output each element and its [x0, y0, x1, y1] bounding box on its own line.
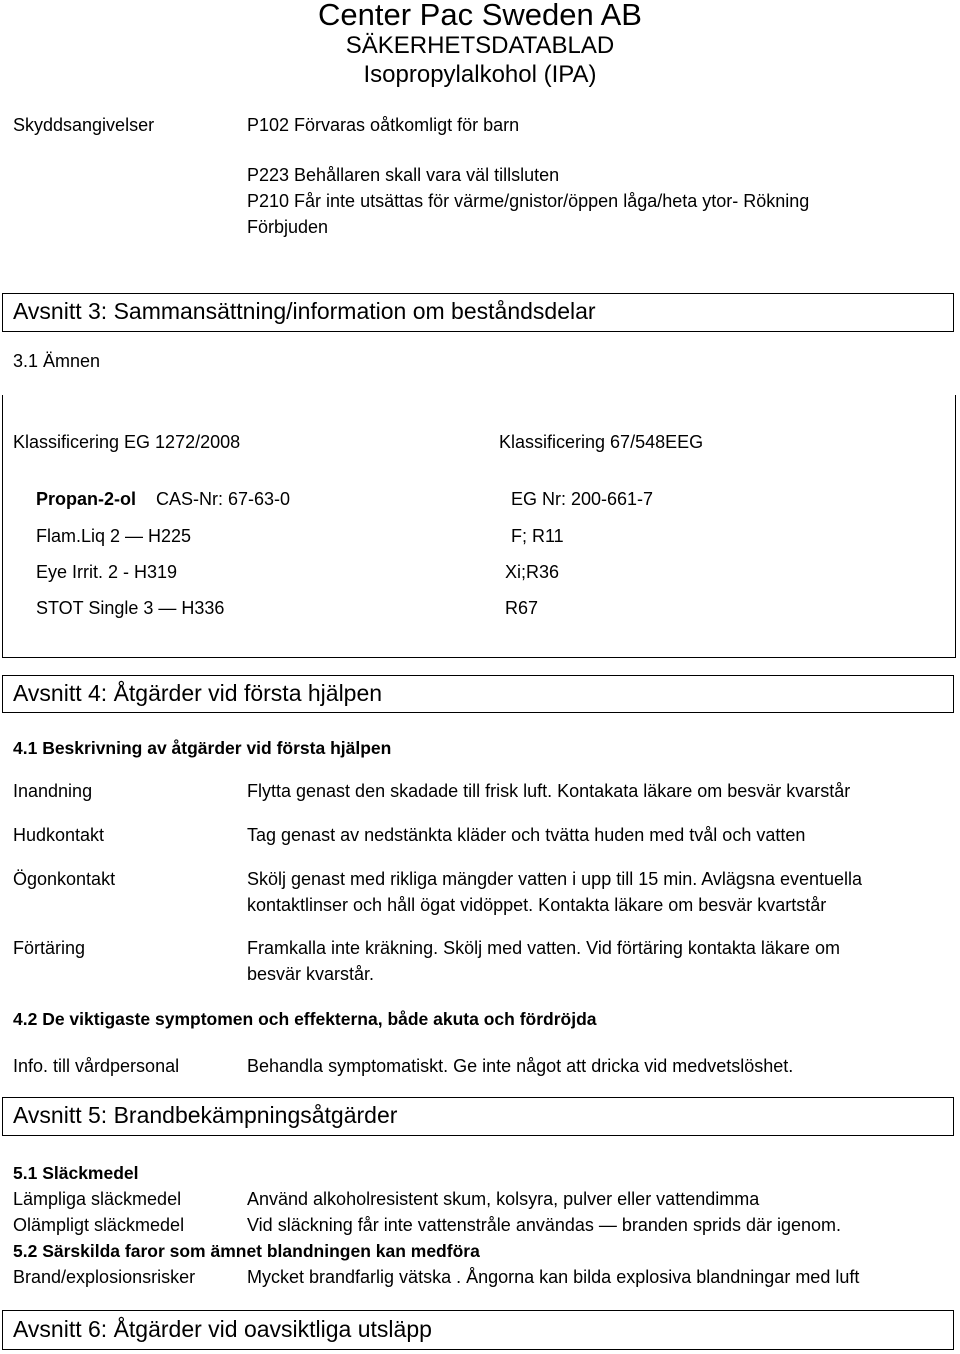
section5-sub1-title: 5.1 Släckmedel [13, 1163, 139, 1183]
unsuitable-media-label: Olämpligt släckmedel [13, 1215, 185, 1235]
section3-header [2, 293, 954, 332]
classification-left-header: Klassificering EG 1272/2008 [13, 432, 241, 452]
section3-title: Avsnitt 3: Sammansättning/information om beståndsdelar [13, 298, 596, 324]
company-name: Center Pac Sweden AB [318, 0, 642, 32]
ingestion-text-line1: Framkalla inte kräkning. Skölj med vatten. Vid förtäring kontakta läkare om [247, 938, 840, 958]
section4-title: Avsnitt 4: Åtgärder vid första hjälpen [13, 680, 383, 706]
precaution-p210-line1: P210 Får inte utsättas för värme/gnistor/öppen låga/heta ytor- Rökning [247, 191, 810, 211]
section3-sub-title: 3.1 Ämnen [13, 351, 101, 371]
precaution-p223: P223 Behållaren skall vara väl tillsluten [247, 165, 560, 185]
product-name: Isopropylalkohol (IPA) [363, 61, 597, 88]
info-medical-label: Info. till vårdpersonal [13, 1056, 180, 1076]
section6-title: Avsnitt 6: Åtgärder vid oavsiktliga utsläpp [13, 1316, 432, 1342]
section6-header [2, 1310, 954, 1350]
classification-row-right: F; R11 [511, 526, 564, 546]
info-medical-text: Behandla symptomatiskt. Ge inte något att dricka vid medvetslöshet. [247, 1056, 794, 1076]
section5-header [2, 1097, 954, 1136]
skin-contact-label: Hudkontakt [13, 825, 105, 845]
classification-row-left: STOT Single 3 — H336 [36, 598, 225, 618]
inhalation-text: Flytta genast den skadade till frisk luft. Kontakata läkare om besvär kvarstår [247, 781, 851, 801]
eye-contact-label: Ögonkontakt [13, 869, 116, 889]
eye-contact-text-line2: kontaktlinser och håll ögat vidöppet. Kontakta läkare om besvär kvartstår [247, 895, 827, 915]
ingestion-text-line2: besvär kvarstår. [247, 964, 375, 984]
classification-row-right: Xi;R36 [505, 562, 560, 582]
suitable-media-label: Lämpliga släckmedel [13, 1189, 182, 1209]
skin-contact-text: Tag genast av nedstänkta kläder och tvätta huden med tvål och vatten [247, 825, 806, 845]
cas-number: CAS-Nr: 67-63-0 [156, 489, 291, 509]
precautions-label: Skyddsangivelser [13, 115, 155, 135]
ingestion-label: Förtäring [13, 938, 86, 958]
section4-sub1-title: 4.1 Beskrivning av åtgärder vid första hjälpen [13, 738, 392, 758]
classification-row-left: Flam.Liq 2 — H225 [36, 526, 192, 546]
section5-title: Avsnitt 5: Brandbekämpningsåtgärder [13, 1102, 398, 1128]
fire-hazard-label: Brand/explosionsrisker [13, 1267, 196, 1287]
precaution-p102: P102 Förvaras oåtkomligt för barn [247, 115, 520, 135]
classification-right-header: Klassificering 67/548EEG [499, 432, 704, 452]
inhalation-label: Inandning [13, 781, 93, 801]
classification-row-right: R67 [505, 598, 539, 618]
suitable-media-text: Använd alkoholresistent skum, kolsyra, pulver eller vattendimma [247, 1189, 760, 1209]
unsuitable-media-text: Vid släckning får inte vattenstråle användas — branden sprids där igenom. [247, 1215, 842, 1235]
eye-contact-text-line1: Skölj genast med rikliga mängder vatten i upp till 15 min. Avlägsna eventuella [247, 869, 863, 889]
classification-row-left: Eye Irrit. 2 - H319 [36, 562, 178, 582]
section4-header [2, 675, 954, 713]
section5-sub2-title: 5.2 Särskilda faror som ämnet blandningen kan medföra [13, 1241, 480, 1261]
eg-number: EG Nr: 200-661-7 [511, 489, 654, 509]
document-type: SÄKERHETSDATABLAD [345, 32, 615, 59]
substance-name: Propan-2-ol [36, 489, 137, 509]
section4-sub2-title: 4.2 De viktigaste symptomen och effekterna, både akuta och fördröjda [13, 1009, 597, 1029]
fire-hazard-text: Mycket brandfarlig vätska . Ångorna kan bilda explosiva blandningar med luft [247, 1267, 860, 1287]
precaution-p210-line2: Förbjuden [247, 217, 329, 237]
